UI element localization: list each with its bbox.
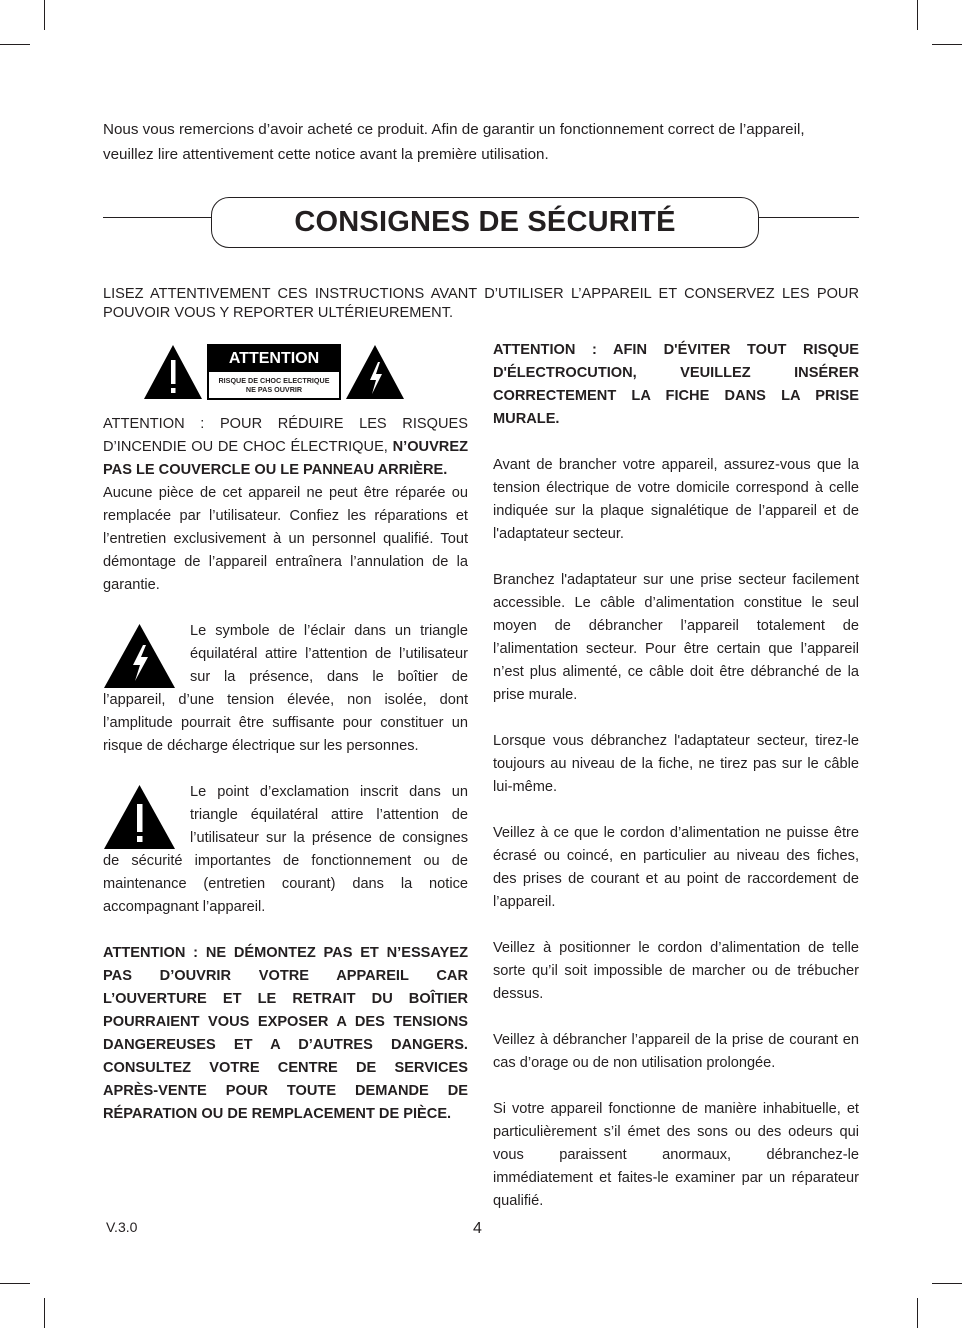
crop-mark	[932, 44, 962, 45]
title-rule-left	[103, 217, 213, 218]
left-column	[103, 413, 468, 1126]
unplug-paragraph: Lorsque vous débranchez l'adaptateur secteur, tirez-le toujours au niveau de la fiche, ne tirez pas sur le câble lui-même.	[493, 733, 859, 795]
attention-label-line: RISQUE DE CHOC ELECTRIQUE	[218, 376, 330, 385]
cord-position-paragraph: Veillez à positionner le cordon d’alimentation de telle sorte qu’il soit impossible de marcher ou de trébucher dessus.	[493, 940, 859, 1002]
crop-mark	[44, 1298, 45, 1328]
voltage-paragraph: Avant de brancher votre appareil, assurez-vous que la tension électrique de votre domicile correspond à celle indiquée sur la plaque signalétique de l’appareil et de l'adaptateur secteur.	[493, 457, 859, 542]
repair-paragraph: Aucune pièce de cet appareil ne peut être réparée ou remplacée par l’utilisateur. Confiez les réparations et l’entretien exclusivement à un personnel qualifié. Tout démontage de l’appareil entraînera l’annulation de la garantie.	[103, 485, 468, 593]
crop-mark	[44, 0, 45, 30]
lightning-text: Le symbole de l’éclair dans un triangle équilatéral attire l’attention de l’utilisateur sur la présence, dans le boîtier de l’appareil, d’une tension élevée, non isolée, dont l’amplitude pourrait être suffisante pour constituer un risque de décharge électrique sur les personnes.	[103, 623, 468, 754]
right-column	[493, 339, 859, 1213]
attention-text: ATTENTION : POUR RÉDUIRE LES RISQUES D’INCENDIE OU DE CHOC ÉLECTRIQUE,	[103, 416, 468, 455]
storm-paragraph: Veillez à débrancher l’appareil de la prise de courant en cas d’orage ou de non utilisation prolongée.	[493, 1032, 859, 1071]
crop-mark	[0, 1283, 30, 1284]
exclamation-icon	[103, 784, 176, 850]
adapter-paragraph: Branchez l'adaptateur sur une prise secteur facilement accessible. Le câble d’alimentation constitue le seul moyen de débrancher l’appareil totalement de l’alimentation secteur. Pour être certain que l’appareil n’est plus alimenté, ce câble doit être débranché de la prise murale.	[493, 572, 859, 703]
exclamation-text: Le point d’exclamation inscrit dans un triangle équilatéral attire l’attention de l’utilisateur sur la présence de consignes de sécurité importantes de fonctionnement ou de maintenance (entretien courant) dans la notice accompagnant l’appareil.	[103, 784, 468, 915]
lightning-warning-icon	[345, 344, 405, 400]
lightning-icon	[103, 623, 176, 689]
lightning-block	[103, 620, 468, 758]
attention-label-line: NE PAS OUVRIR	[245, 385, 303, 394]
attention-label-text	[209, 372, 339, 394]
attention-paragraph	[103, 413, 468, 482]
attention-label	[207, 344, 341, 400]
crop-mark	[932, 1283, 962, 1284]
crop-mark	[0, 44, 30, 45]
page-number: 4	[473, 1220, 482, 1237]
attention-bold-text: N’OUVREZ PAS LE COUVERCLE OU LE PANNEAU ARRIÈRE.	[103, 439, 468, 478]
exclamation-block	[103, 781, 468, 919]
abnormal-paragraph: Si votre appareil fonctionne de manière inhabituelle, et particulièrement s’il émet des sons ou des odeurs qui vous paraissent anormaux, débranchez-le immédiatement et faites-le examiner par un réparateur qualifié.	[493, 1101, 859, 1209]
attention-label-header: ATTENTION	[209, 346, 339, 372]
bold-warning: ATTENTION : NE DÉMONTEZ PAS ET N’ESSAYEZ PAS D’OUVRIR VOTRE APPAREIL CAR L’OUVERTURE ET LE RETRAIT DU BOÎTIER POURRAIENT VOUS EXPOSER A DES TENSIONS DANGEREUSES ET A D’AUTRES DANGERS. CONSULTEZ VOTRE CENTRE DE SERVICES APRÈS-VENTE POUR TOUTE DEMANDE DE RÉPARATION OU DE REMPLACEMENT DE PIÈCE.	[103, 945, 468, 1122]
page-title-box	[211, 197, 759, 248]
cord-paragraph: Veillez à ce que le cordon d’alimentation ne puisse être écrasé ou coincé, en particulier au niveau des fiches, des prises de courant et au point de raccordement de l’appareil.	[493, 825, 859, 910]
crop-mark	[917, 0, 918, 30]
version-label: V.3.0	[106, 1219, 138, 1235]
exclamation-warning-icon	[143, 344, 203, 400]
crop-mark	[917, 1298, 918, 1328]
caps-intro: LISEZ ATTENTIVEMENT CES INSTRUCTIONS AVANT D’UTILISER L’APPAREIL ET CONSERVEZ LES POUR POUVOIR VOUS Y REPORTER ULTÉRIEUREMENT.	[103, 286, 859, 321]
electrocution-heading: ATTENTION : AFIN D'ÉVITER TOUT RISQUE D'ÉLECTROCUTION, VEUILLEZ INSÉRER CORRECTEMENT LA FICHE DANS LA PRISE MURALE.	[493, 342, 859, 427]
page-title: CONSIGNES DE SÉCURITÉ	[294, 206, 676, 238]
intro-paragraph: Nous vous remercions d’avoir acheté ce produit. Afin de garantir un fonctionnement correct de l’appareil, veuillez lire attentivement cette notice avant la première utilisation.	[103, 121, 805, 163]
title-rule-right	[758, 217, 859, 218]
